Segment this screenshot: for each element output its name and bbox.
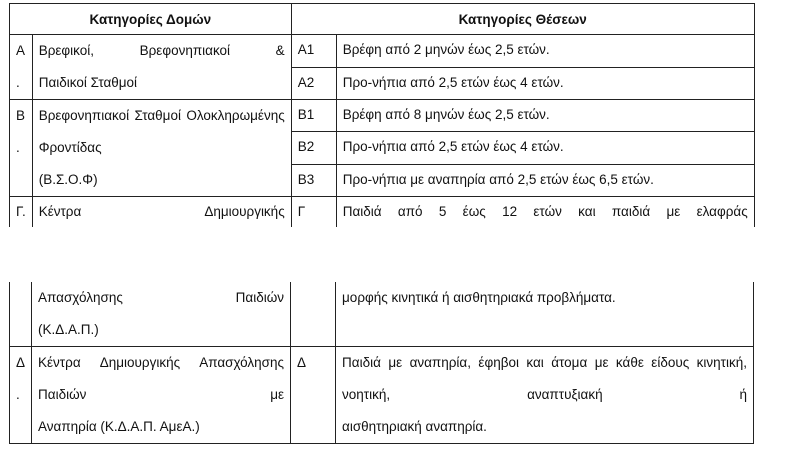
position-text <box>336 347 754 444</box>
table-row <box>10 282 754 347</box>
header-row <box>10 4 755 35</box>
desc-line: Απασχόλησης Παιδιών με <box>38 355 285 402</box>
category-letter-g: Γ. <box>10 197 33 228</box>
structures-table-part-1 <box>9 3 755 227</box>
desc-line: Βρεφικοί, Βρεφονηπιακοί & <box>38 43 285 58</box>
position-text: Προ-νήπια από 2,5 ετών έως 4 ετών. <box>336 67 754 100</box>
header-structures: Κατηγορίες Δομών <box>10 4 292 35</box>
position-code-cont <box>291 282 336 347</box>
position-text <box>336 197 754 228</box>
position-text: Βρέφη από 8 μηνών έως 2,5 ετών. <box>336 100 754 132</box>
position-code: Β2 <box>291 132 336 164</box>
letter-text: Β <box>16 108 26 123</box>
structures-table-part-2 <box>9 282 754 444</box>
pos-line: μορφής κινητικά ή αισθητηριακά προβλήματα. <box>342 290 616 305</box>
position-code: Α2 <box>291 67 336 100</box>
desc-line: (Β.Σ.Ο.Φ) <box>38 172 98 187</box>
position-text: Βρέφη από 2 μηνών έως 2,5 ετών. <box>336 35 754 68</box>
position-text: Προ-νήπια από 2,5 ετών έως 4 ετών. <box>336 132 754 164</box>
position-code: Δ <box>291 347 336 444</box>
position-text-cont <box>336 282 754 347</box>
letter-text: Δ <box>16 355 26 370</box>
letter-dot: . <box>16 387 20 402</box>
letter-dot: . <box>16 140 20 155</box>
letter-text: Α <box>16 43 26 58</box>
category-desc-b <box>32 100 291 197</box>
desc-line: Κέντρα Δημιουργικής <box>38 204 285 219</box>
category-desc-g <box>32 197 291 228</box>
desc-line: Απασχόλησης Παιδιών <box>38 290 285 305</box>
pos-line: είδους κινητική, νοητική, αναπτυξιακή ή <box>342 355 748 402</box>
table-row <box>10 347 754 444</box>
table-row <box>10 100 755 132</box>
header-positions: Κατηγορίες Θέσεων <box>291 4 754 35</box>
position-code: Γ <box>291 197 336 228</box>
desc-line: Κέντρα Δημιουργικής <box>38 355 181 370</box>
pos-line: Παιδιά από 5 έως 12 ετών και παιδιά με ελαφράς <box>342 204 748 219</box>
position-code: Β3 <box>291 164 336 196</box>
category-desc-a <box>32 35 291 100</box>
category-letter-a <box>10 35 33 100</box>
position-code: Α1 <box>291 35 336 68</box>
desc-line: Αναπηρία (Κ.Δ.Α.Π. ΑμεΑ.) <box>38 419 200 434</box>
desc-line: Ολοκληρωμένης Φροντίδας <box>38 108 285 155</box>
category-letter-d <box>10 347 32 444</box>
category-letter-cont <box>10 282 32 347</box>
desc-line: Βρεφονηπιακοί Σταθμοί <box>38 108 181 123</box>
desc-line: (Κ.Δ.Α.Π.) <box>38 322 99 337</box>
category-desc-d <box>32 347 291 444</box>
position-code: Β1 <box>291 100 336 132</box>
category-desc-g-cont <box>32 282 291 347</box>
category-letter-b <box>10 100 33 197</box>
letter-dot: . <box>16 75 20 90</box>
pos-line: αισθητηριακή αναπηρία. <box>342 419 487 434</box>
table-row <box>10 197 755 228</box>
desc-line: Παιδικοί Σταθμοί <box>38 75 138 90</box>
table-row <box>10 35 755 68</box>
pos-line: Παιδιά με αναπηρία, έφηβοι και άτομα με κάθε <box>342 355 644 370</box>
position-text: Προ-νήπια με αναπηρία από 2,5 ετών έως 6,5 ετών. <box>336 164 754 196</box>
